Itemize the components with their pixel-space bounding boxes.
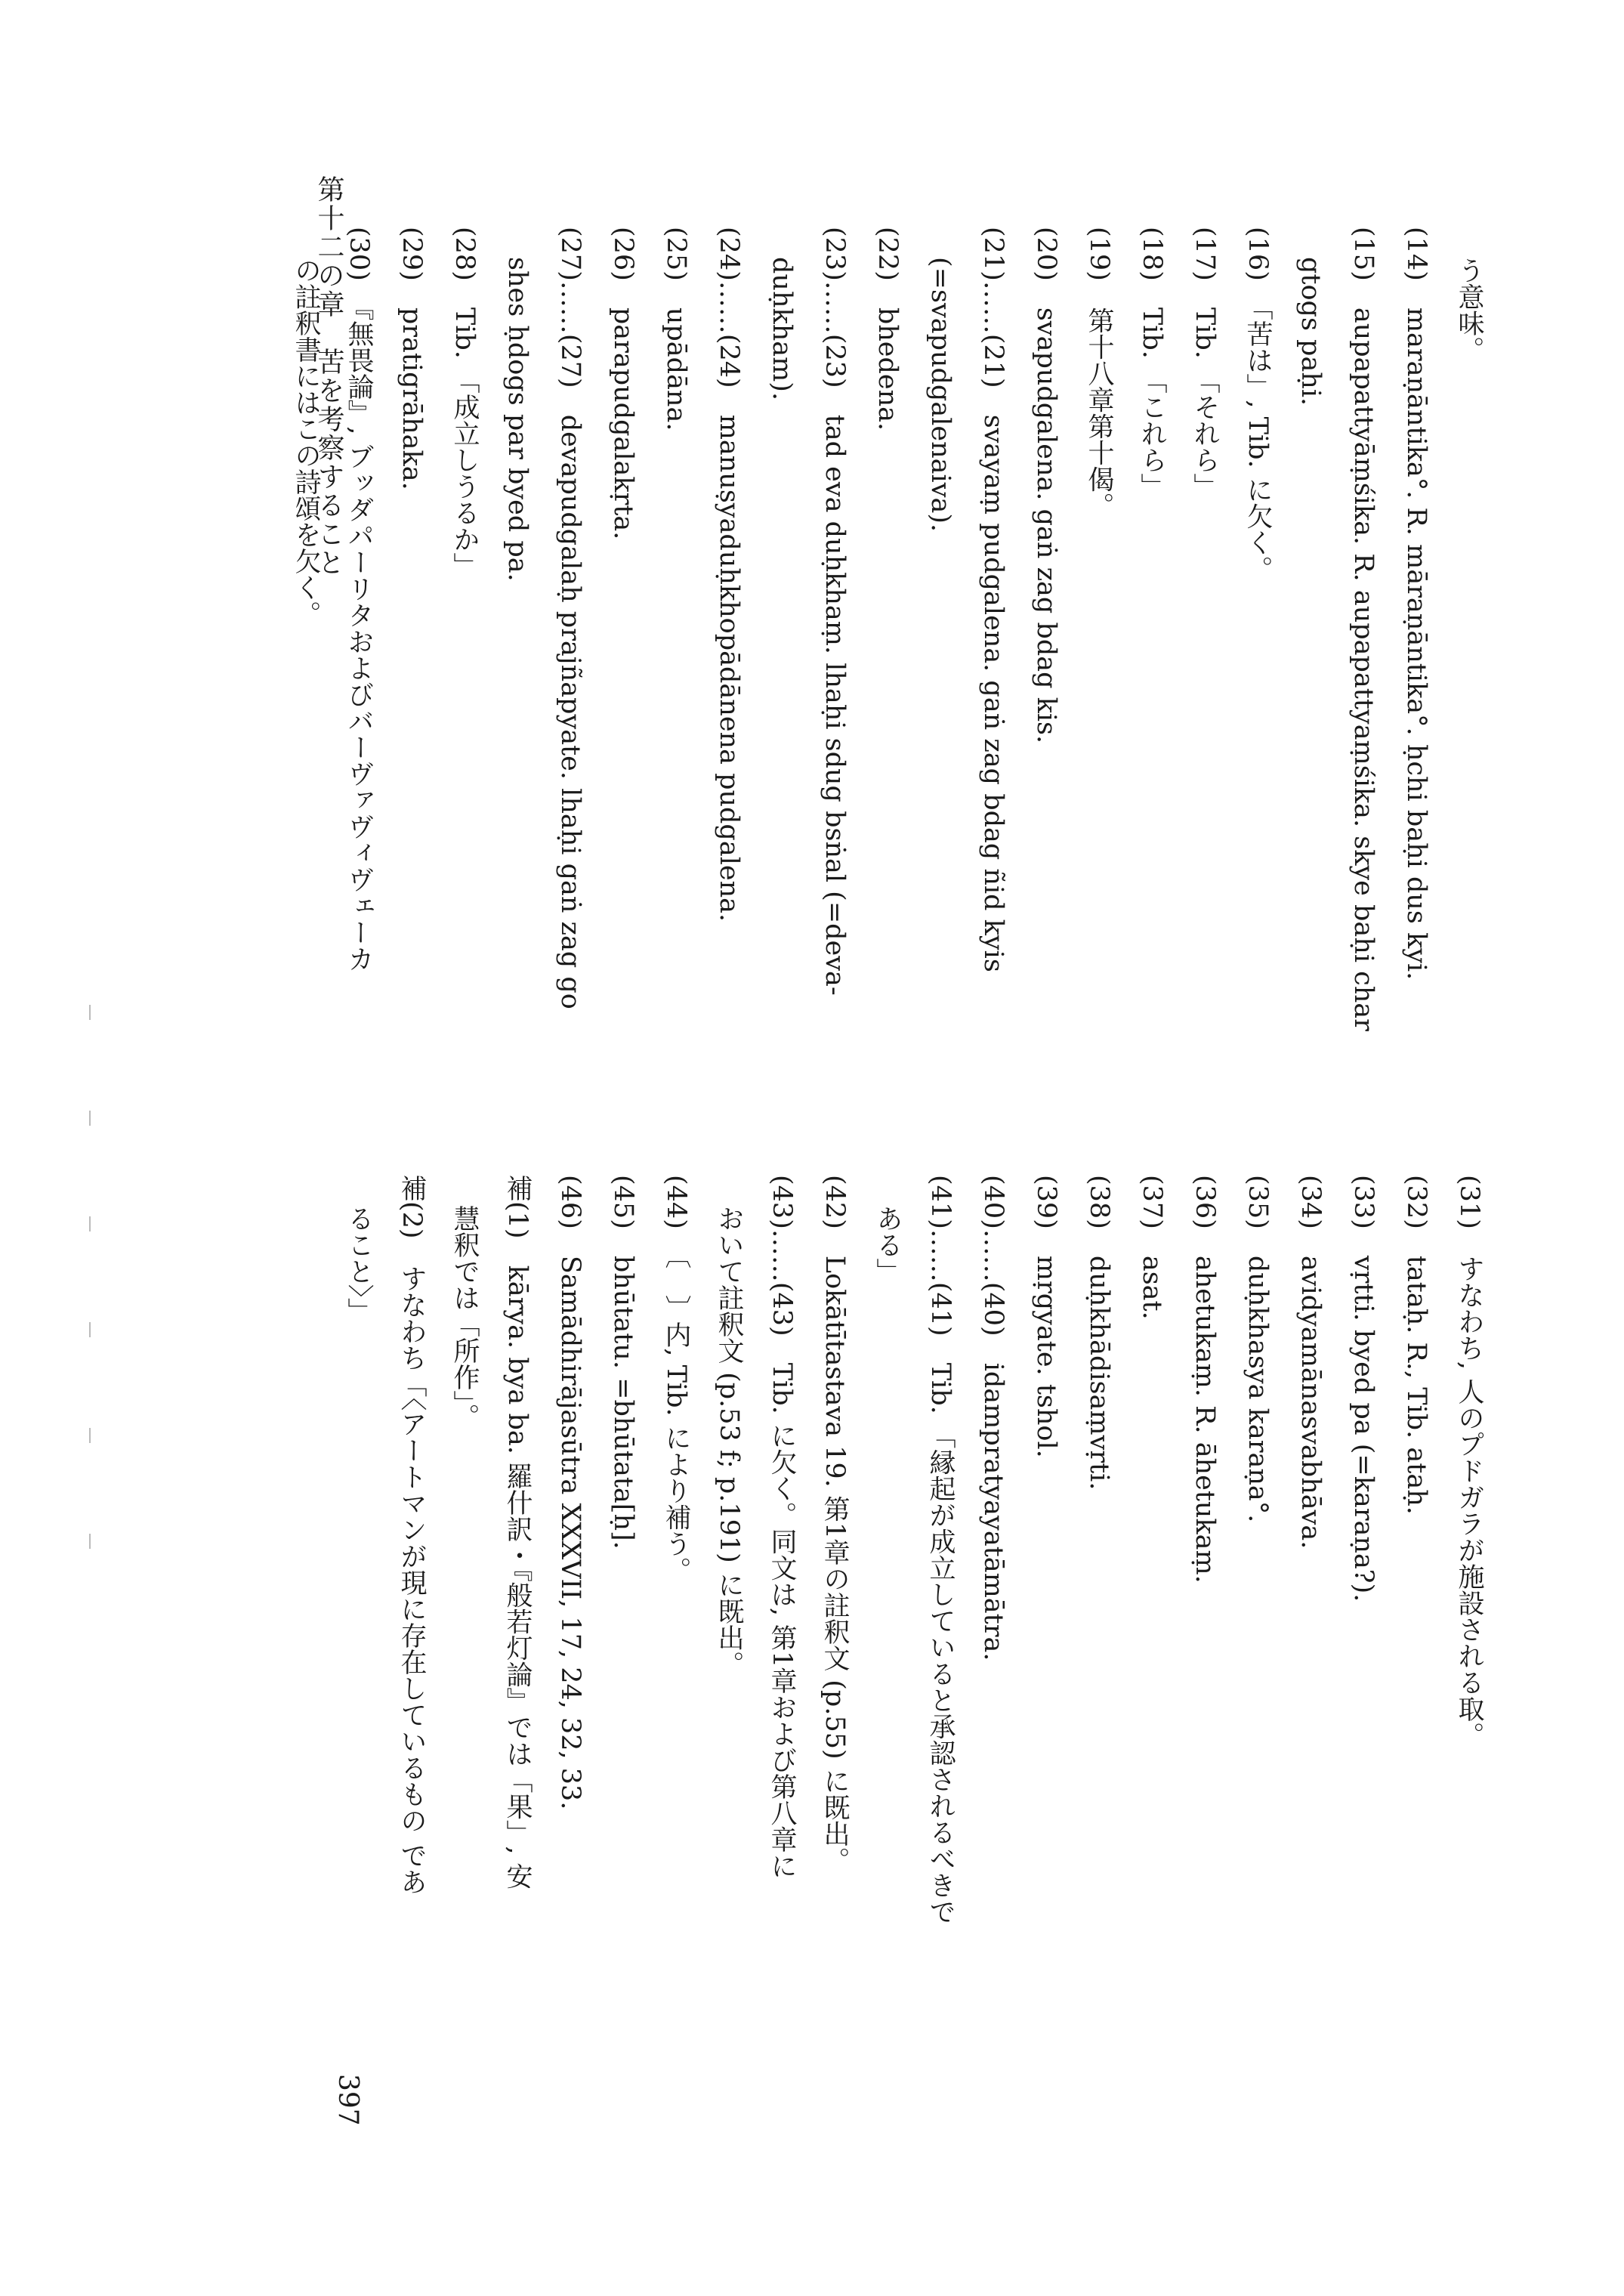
note-line: (36) ahetukaṃ. R. āhetukaṃ.: [1190, 1175, 1220, 1584]
note-line: (43)……(43) Tib. に欠く。同文は, 第1章および第八章に: [767, 1175, 797, 1880]
note-line: (44) 〔 〕内, Tib. により補う。: [661, 1175, 691, 1584]
page-number: 397: [332, 2074, 363, 2126]
margin-tick: [89, 1428, 91, 1443]
note-line: 補(1) kārya. bya ba. 羅什訳・『般若灯論』では「果」, 安: [502, 1175, 533, 1890]
note-line: (31) すなわち, 人のプドガラが施設される取。: [1454, 1175, 1484, 1749]
note-line: 補(2) すなわち「〈アートマンが現に存在しているもの であ: [397, 1175, 427, 1896]
margin-tick: [89, 1111, 91, 1126]
note-line: (22) bhedena.: [872, 227, 903, 431]
running-head: 第十二の章 苦を考察すること: [313, 175, 344, 577]
note-line: (30) 『無畏論』, ブッダパーリタおよびバーヴァヴィヴェーカ: [344, 227, 374, 972]
note-line: (29) pratigrāhaka.: [397, 227, 427, 490]
note-line: (16) 「苦は」, Tib. に欠く。: [1243, 227, 1273, 582]
note-line: (42) Lokātītastava 19. 第1章の註釈文 (p.55) に既出。: [820, 1175, 850, 1874]
note-line: (17) Tib. 「それら」: [1190, 227, 1220, 500]
note-line: (24)……(24) manuṣyaduḥkhopādānena pudgalena.: [714, 227, 744, 922]
note-line: gtogs paḥi.: [1295, 257, 1326, 406]
note-line: (26) parapudgalakṛta.: [608, 227, 638, 540]
note-line: (28) Tib. 「成立しうるか」: [449, 227, 480, 579]
note-line: (33) vṛtti. byed pa (=karaṇa?).: [1348, 1175, 1379, 1602]
note-line: う意味。: [1454, 257, 1484, 363]
note-line: (45) bhūtatu. =bhūtata[ḥ].: [608, 1175, 638, 1550]
note-line: (19) 第十八章第十偈。: [1084, 227, 1114, 519]
note-line: (20) svapudgalena. gaṅ zag bdag kis.: [1031, 227, 1061, 744]
note-line: (23)……(23) tad eva duḥkhaṃ. lhaḥi sdug bsṅal (=deva-: [820, 227, 850, 996]
note-line: (25) upādāna.: [661, 227, 691, 431]
note-line: (38) duḥkhādisaṃvṛti.: [1084, 1175, 1114, 1491]
note-line: (27)……(27) devapudgalaḥ prajñapyate. lhaḥi gaṅ zag go: [555, 227, 585, 1009]
note-line: ある」: [872, 1205, 903, 1284]
note-line: ること〉」: [344, 1205, 374, 1324]
note-line: (46) Samādhirājasūtra XXXVII, 17, 24, 32, 33.: [555, 1175, 585, 1810]
note-line: (15) aupapattyāṃśika. R. aupapattyaṃśika. skye baḥi char: [1348, 227, 1379, 1031]
note-line: (41)……(41) Tib. 「縁起が成立していると承認されるべきで: [925, 1175, 956, 1925]
notes-lower-block: [332, 1175, 1496, 2112]
note-line: (35) duḥkhasya karaṇa°.: [1243, 1175, 1273, 1523]
note-line: (21)……(21) svayaṃ pudgalena. gaṅ zag bdag ñid kyis: [978, 227, 1008, 972]
note-line: shes ḥdogs par byed pa.: [502, 257, 533, 582]
margin-tick: [89, 1534, 91, 1549]
margin-tick: [89, 1322, 91, 1337]
notes-upper-block: [279, 227, 1496, 1231]
margin-tick: [89, 1216, 91, 1231]
note-line: の註釈書にはこの詩頌を欠く。: [291, 257, 321, 627]
note-line: おいて註釈文 (p.53 f; p.191) に既出。: [714, 1205, 744, 1677]
note-line: 慧釈では「所作」。: [449, 1205, 480, 1430]
note-line: (37) asat.: [1137, 1175, 1167, 1320]
note-line: (18) Tib. 「これら」: [1137, 227, 1167, 500]
note-line: (32) tataḥ. R., Tib. ataḥ.: [1401, 1175, 1431, 1515]
note-line: duḥkham).: [767, 257, 797, 401]
note-line: (39) mṛgyate. tshol.: [1031, 1175, 1061, 1458]
note-line: (40)……(40) idampratyayatāmātra.: [978, 1175, 1008, 1661]
note-line: (34) avidyamānasvabhāva.: [1295, 1175, 1326, 1550]
margin-tick: [89, 1005, 91, 1020]
note-line: (14) maraṇāntika°. R. māraṇāntika°. ḥchi baḥi dus kyi.: [1401, 227, 1431, 981]
note-line: (=svapudgalenaiva).: [925, 257, 956, 533]
